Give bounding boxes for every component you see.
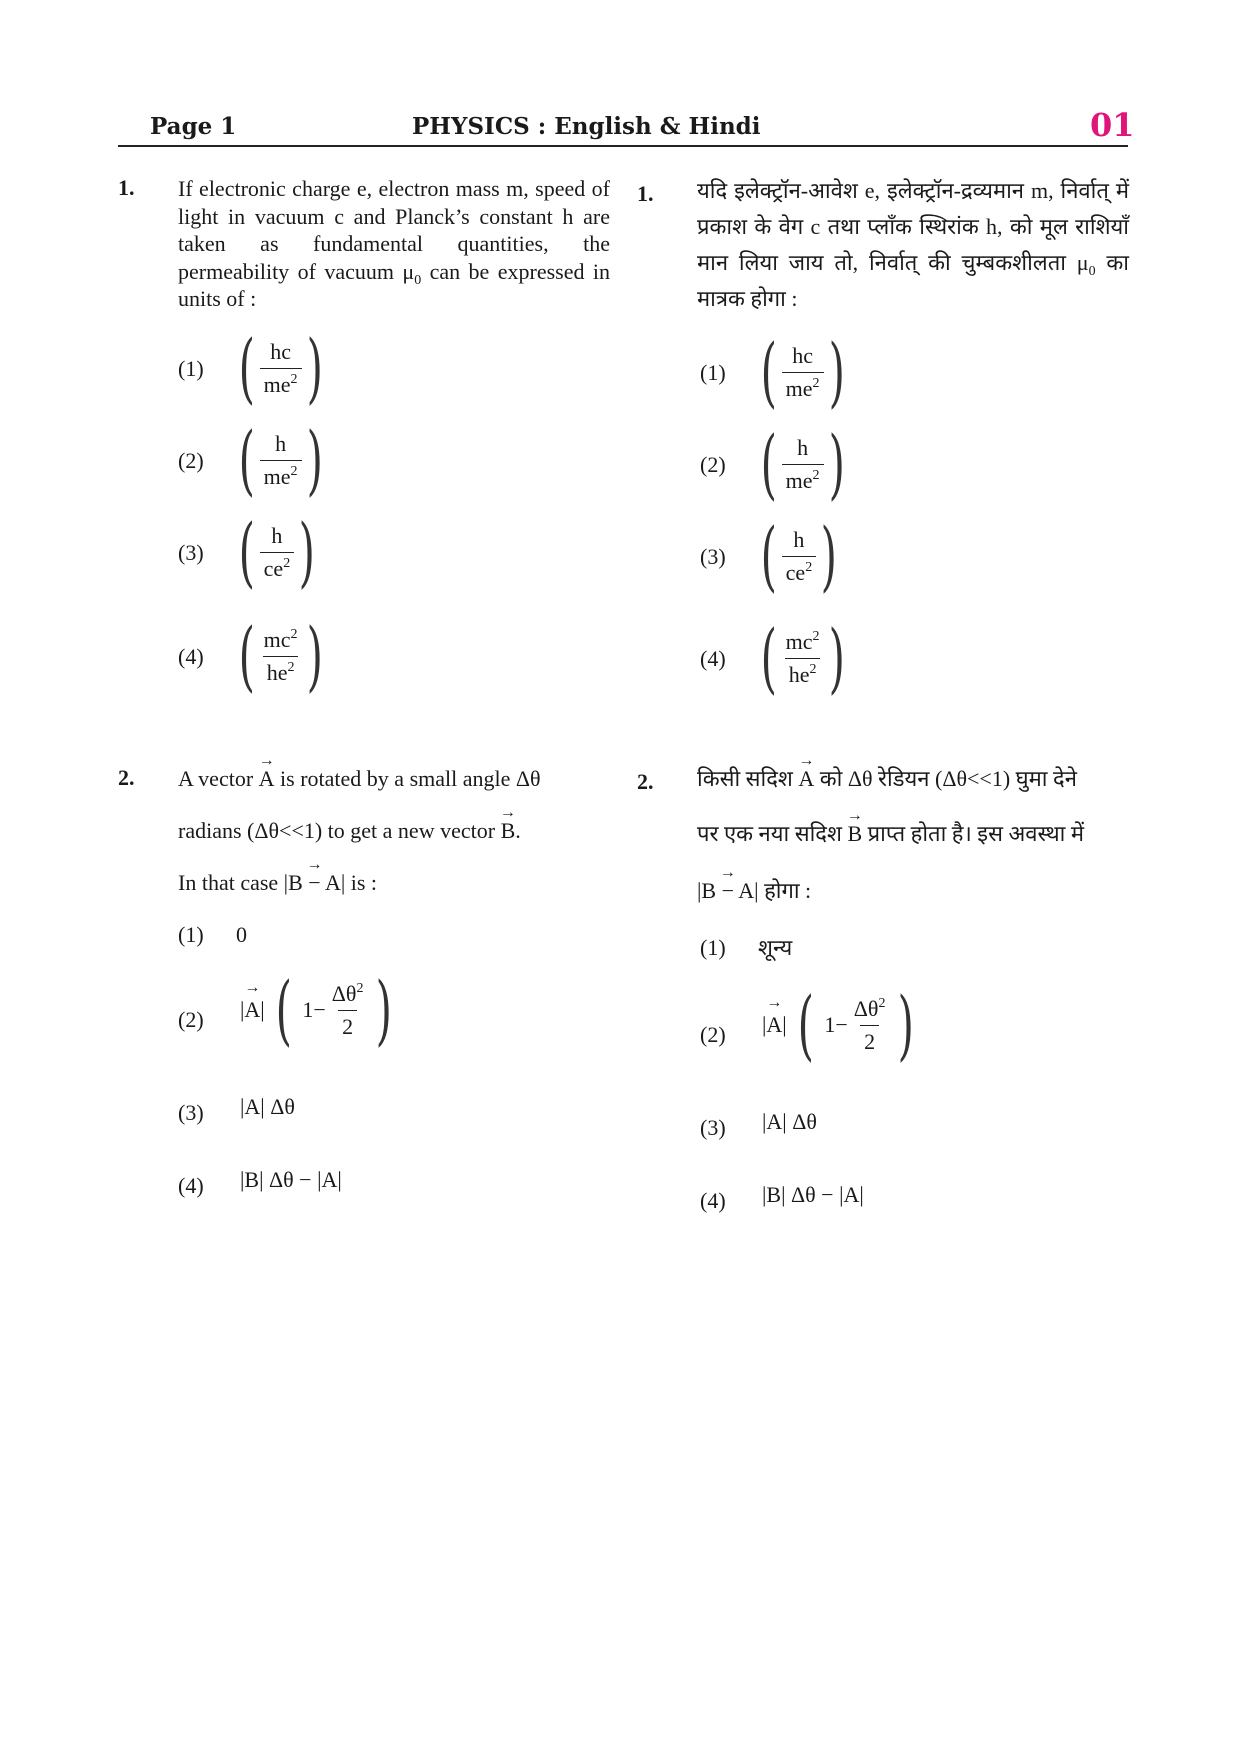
- fraction: $\frac{mc^2}{he^2}$: [263, 626, 298, 685]
- paren-left: (: [275, 965, 292, 1054]
- fraction: $\frac{\Delta\theta^2}{2}$: [331, 980, 364, 1039]
- q1-text-en-main: If electronic charge e, electron mass m, speed of light in vacuum c and Planck’s constant h are taken as fundamental quantities, the permeability of vacuum μ: [178, 176, 610, 284]
- q1-text-hi-sub: 0: [1088, 264, 1096, 279]
- q2-hi-line2: पर एक नया सदिश → B प्राप्त होता है। इस अवस्था में: [697, 820, 1132, 848]
- fraction: $\frac{mc^2}{he^2}$: [785, 628, 820, 687]
- paren-right: ): [298, 507, 316, 596]
- q1-hi-opt3-expr: [754, 511, 844, 600]
- q1-text-hi: [697, 173, 1129, 317]
- q1-text-hi-end: का मात्रक होगा :: [697, 250, 1130, 311]
- vector-A: → A: [259, 765, 275, 793]
- q2-en-opt4-label[interactable]: (4): [178, 1173, 204, 1198]
- paren-left: (: [760, 419, 777, 508]
- q1-en-opt4-label[interactable]: (4): [178, 644, 204, 669]
- vector-A: → A: [798, 765, 814, 793]
- q2-hi-line1: किसी सदिश → A को Δθ रेडियन (Δθ<<1) घुमा देने: [697, 765, 1132, 793]
- q2-en-opt4-value: |B| Δθ − |A|: [240, 1167, 342, 1192]
- paren-left: (: [238, 611, 255, 700]
- q1-en-opt2-label[interactable]: (2): [178, 448, 204, 473]
- vector-difference: → |B − A|: [284, 869, 346, 897]
- q2-en-line3: In that case → |B − A| is :: [178, 869, 618, 897]
- q1-text-hi-mu: μ: [1076, 250, 1089, 275]
- q2-en-opt1-label[interactable]: (1): [178, 922, 204, 947]
- fraction: $\frac{hc}{me^2}$: [782, 343, 824, 402]
- vector-B: → B: [501, 817, 516, 845]
- paren-right: ): [898, 980, 915, 1069]
- q2-hi-opt4-label[interactable]: (4): [700, 1188, 726, 1213]
- paren-left: (: [760, 511, 777, 600]
- q1-hi-opt4-label[interactable]: (4): [700, 646, 726, 671]
- paren-right: ): [306, 323, 323, 412]
- q1-en-opt1-label[interactable]: (1): [178, 356, 204, 381]
- q2-hi-opt1-value: शून्य: [758, 935, 793, 960]
- q1-en-opt3-label[interactable]: (3): [178, 540, 204, 565]
- q2-en-line1: A vector → A is rotated by a small angle Δθ: [178, 765, 618, 793]
- paren-left: (: [760, 327, 777, 416]
- paren-right: ): [828, 419, 845, 508]
- q2-en-opt3-label[interactable]: (3): [178, 1100, 204, 1125]
- header-rule: [118, 145, 1128, 147]
- q2-en-line2: radians (Δθ<<1) to get a new vector → B.: [178, 817, 618, 845]
- paren-left: (: [760, 613, 777, 702]
- q1-text-en-sub: 0: [414, 272, 422, 288]
- fraction: $\frac{\Delta\theta^2}{2}$: [853, 995, 886, 1054]
- vector-B: → B: [847, 820, 862, 848]
- q2-en-opt1-value: 0: [236, 922, 247, 947]
- q2-hi-opt1-label[interactable]: (1): [700, 935, 726, 960]
- q2-en-opt2-label[interactable]: (2): [178, 1007, 204, 1032]
- q2-hi-opt3-label[interactable]: (3): [700, 1115, 726, 1140]
- paren-left: (: [238, 507, 255, 596]
- q1-number-en: 1.: [118, 175, 135, 200]
- paren-right: ): [306, 415, 323, 504]
- vector-difference: → |B − A|: [697, 877, 759, 905]
- q1-text-hi-main: यदि इलेक्ट्रॉन-आवेश e, इलेक्ट्रॉन-द्रव्यमान m, निर्वात् में प्रकाश के वेग c तथा प्लाँक स्थिरांक h, को मूल राशियाँ मान लिया जाय तो, निर्वात् की चुम्बकशीलता: [697, 178, 1129, 275]
- booklet-number: 01: [1090, 106, 1135, 144]
- q2-hi-opt2-expr: → |A| ( 1− $\frac{\Delta\theta^2}{2}$ ): [762, 987, 921, 1063]
- fraction: $\frac{h}{ce^2}$: [260, 523, 295, 582]
- q1-hi-opt4-expr: [754, 613, 851, 702]
- q2-number-en: 2.: [118, 765, 135, 790]
- fraction: $\frac{hc}{me^2}$: [260, 339, 302, 398]
- q1-en-opt3-expr: [232, 507, 322, 596]
- q2-hi-opt4-value: |B| Δθ − |A|: [762, 1182, 864, 1207]
- paren-left: (: [238, 323, 255, 412]
- q2-hi-line3: → |B − A| होगा :: [697, 877, 1132, 905]
- page-label: Page 1: [150, 113, 237, 140]
- q1-en-opt1-expr: [232, 323, 329, 412]
- q2-en-opt2-expr: → |A| ( 1− $\frac{\Delta\theta^2}{2}$ ): [240, 972, 399, 1048]
- paren-right: ): [376, 965, 393, 1054]
- q1-hi-opt2-label[interactable]: (2): [700, 452, 726, 477]
- paren-left: (: [797, 980, 814, 1069]
- q1-hi-opt2-expr: [754, 419, 851, 508]
- paren-right: ): [828, 613, 845, 702]
- paren-right: ): [828, 327, 845, 416]
- q1-hi-opt1-label[interactable]: (1): [700, 360, 726, 385]
- fraction: $\frac{h}{me^2}$: [782, 435, 824, 494]
- fraction: $\frac{h}{me^2}$: [260, 431, 302, 490]
- q1-text-en: [178, 175, 610, 313]
- paren-left: (: [238, 415, 255, 504]
- q1-en-opt4-expr: [232, 611, 329, 700]
- q2-hi-opt2-label[interactable]: (2): [700, 1022, 726, 1047]
- q2-number-hi: 2.: [637, 769, 654, 794]
- q1-hi-opt1-expr: [754, 327, 851, 416]
- document-title: PHYSICS : English & Hindi: [412, 113, 761, 140]
- paren-right: ): [306, 611, 323, 700]
- fraction: $\frac{h}{ce^2}$: [782, 527, 817, 586]
- q1-hi-opt3-label[interactable]: (3): [700, 544, 726, 569]
- q1-number-hi: 1.: [637, 181, 654, 206]
- q2-en-opt3-value: |A| Δθ: [240, 1094, 295, 1119]
- q1-text-en-end: can be expressed in units of :: [178, 258, 610, 311]
- q1-en-opt2-expr: [232, 415, 329, 504]
- q2-hi-opt3-value: |A| Δθ: [762, 1109, 817, 1134]
- paren-right: ): [820, 511, 838, 600]
